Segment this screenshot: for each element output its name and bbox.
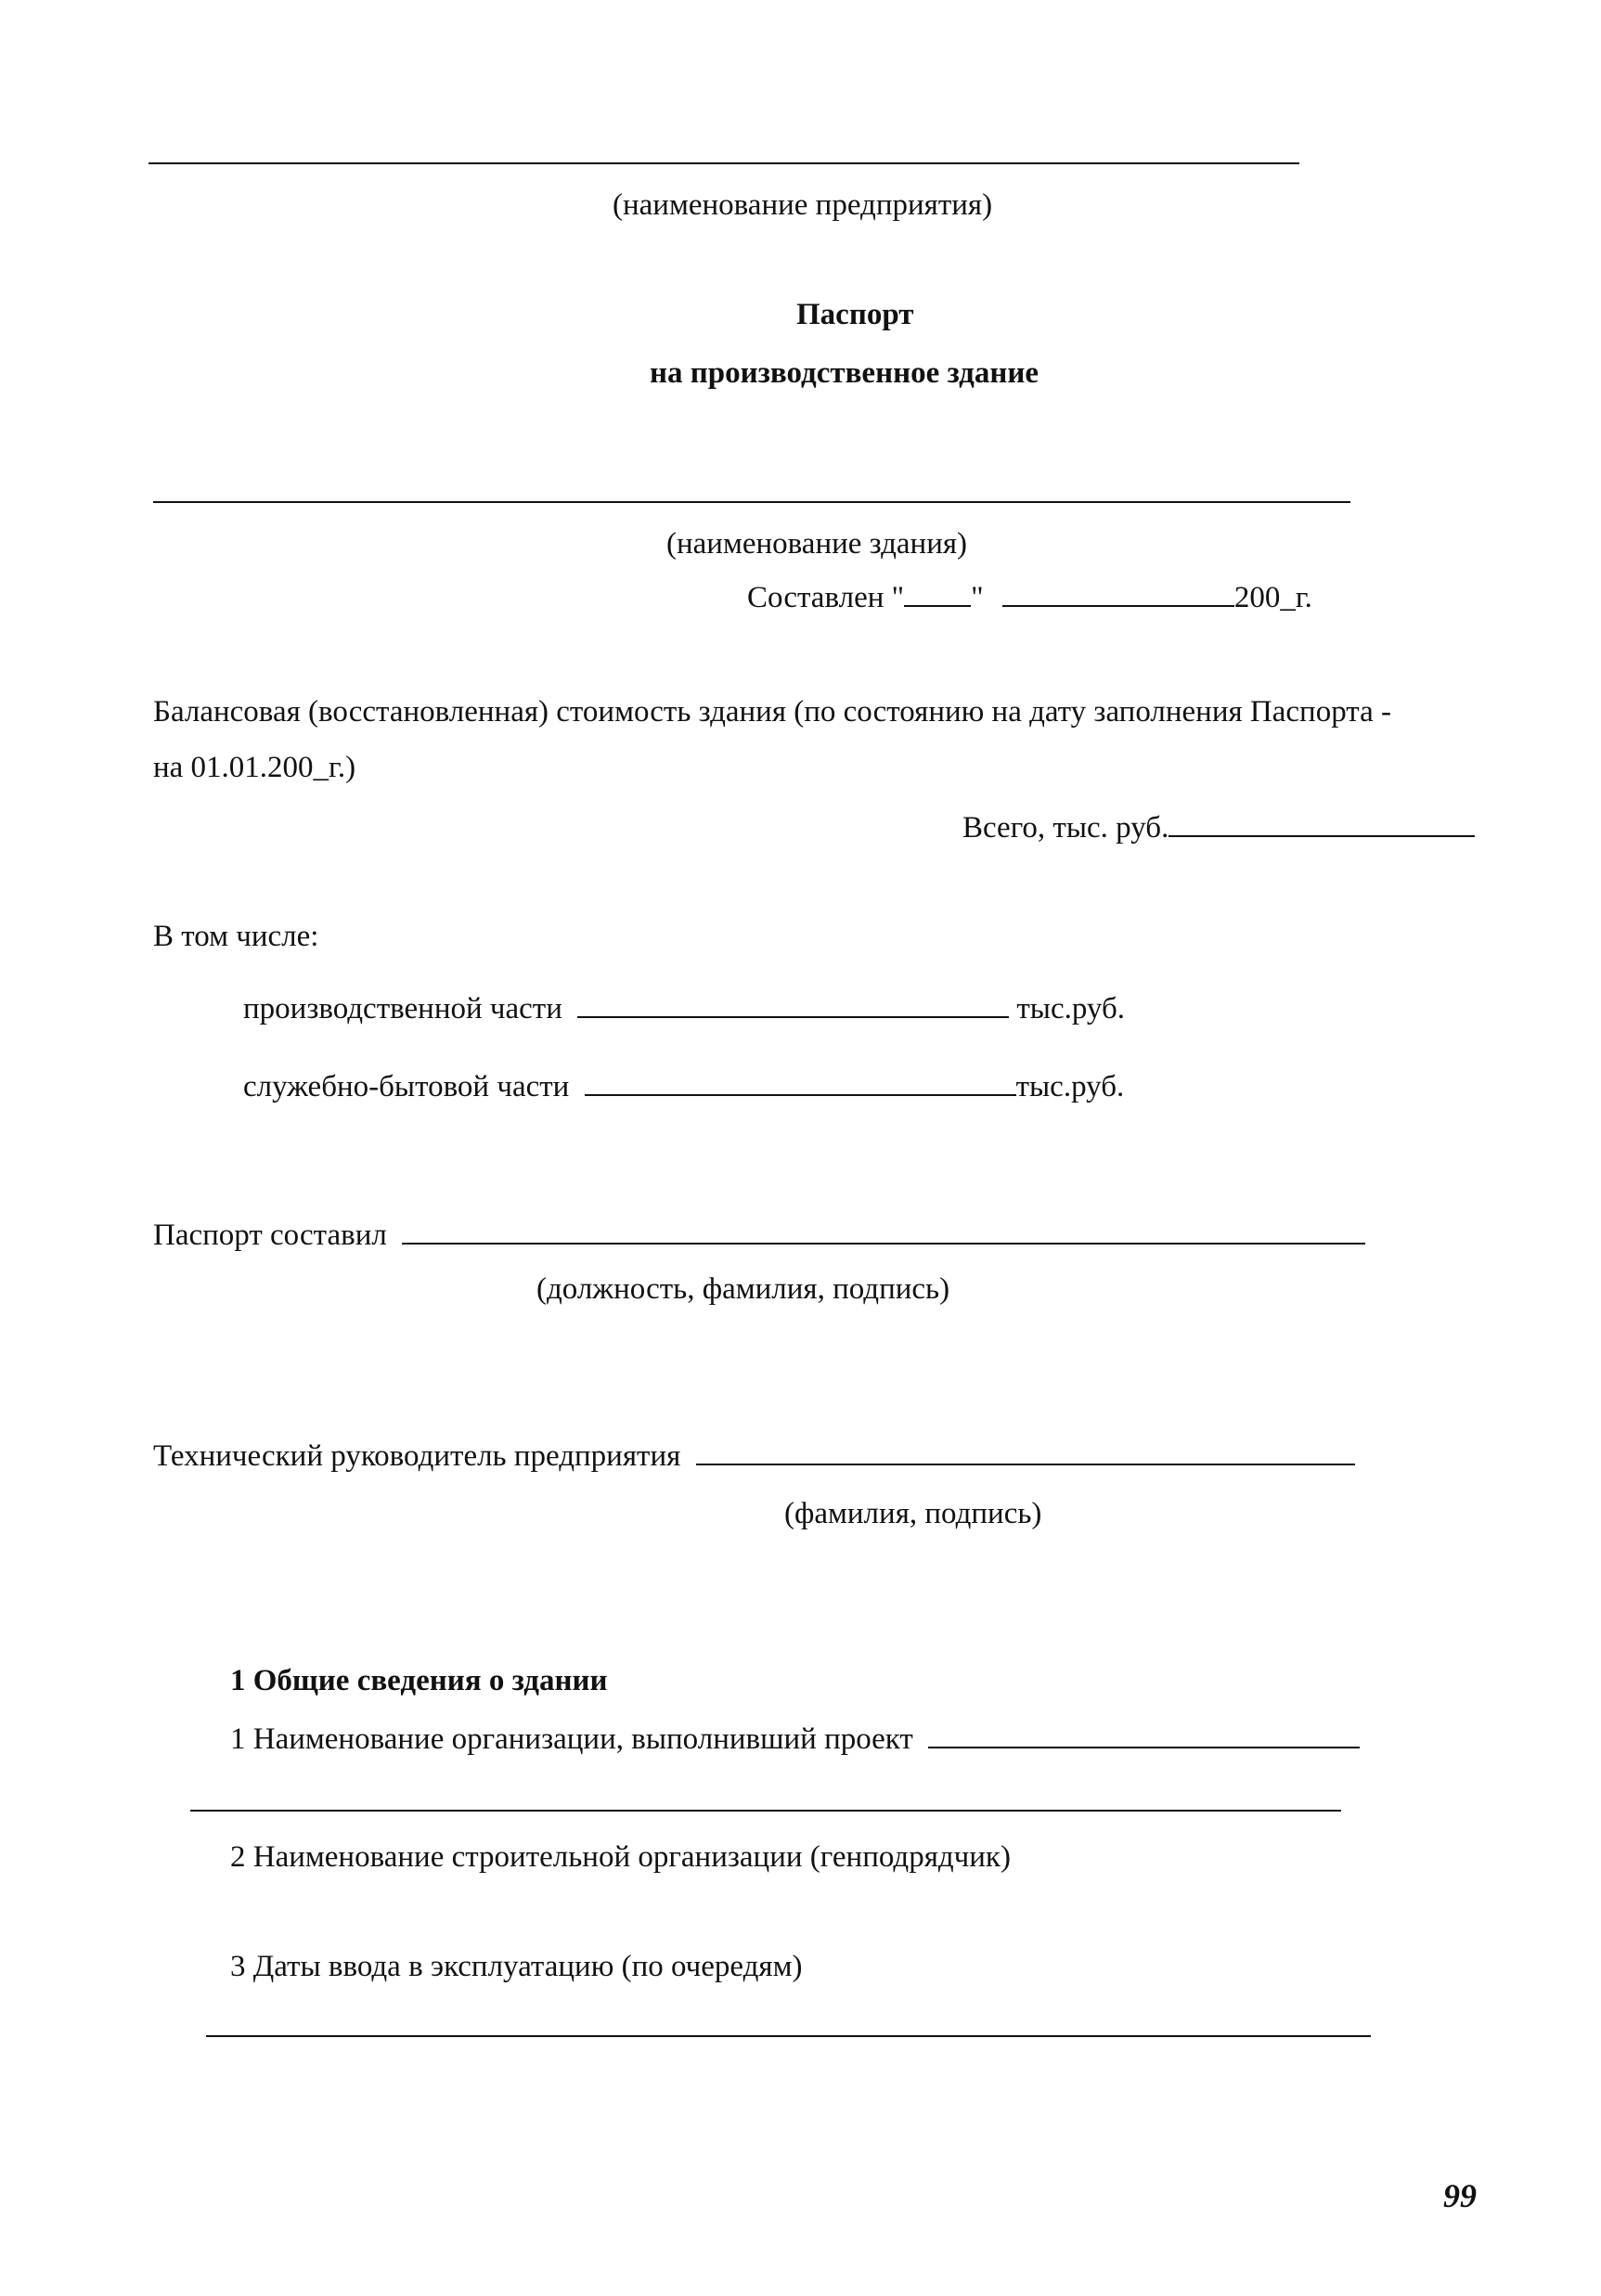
tech-head-label: Технический руководитель предприятия xyxy=(153,1439,681,1473)
compiled-by-label: Паспорт составил xyxy=(153,1219,387,1252)
tech-head-row xyxy=(153,1438,1355,1476)
balance-total-label: Всего, тыс. руб. xyxy=(962,811,1169,845)
compiled-quote-close: " xyxy=(971,581,984,614)
balance-total-row xyxy=(962,810,1475,847)
section1-item3: 3 Даты ввода в эксплуатацию (по очередям) xyxy=(230,1950,803,1983)
section1-item1-row xyxy=(230,1722,1360,1759)
document-title: Паспорт xyxy=(796,298,914,331)
page-number: 99 xyxy=(1443,2177,1477,2214)
compiled-year: 200_г. xyxy=(1233,581,1312,614)
enterprise-name-caption: (наименование предприятия) xyxy=(613,188,993,222)
service-part-row xyxy=(243,1069,1124,1106)
compiled-by-field[interactable] xyxy=(402,1219,1365,1245)
compiled-quote-open: " xyxy=(891,581,905,614)
section1-item1-label: 1 Наименование организации, выполнивший проект xyxy=(230,1722,913,1756)
production-part-label: производственной части xyxy=(243,992,562,1025)
enterprise-name-line[interactable] xyxy=(148,162,1299,164)
section1-item1-continuation-line[interactable] xyxy=(190,1810,1341,1812)
balance-text-line1: Балансовая (восстановленная) стоимость здания (по состоянию на дату заполнения Паспорта - xyxy=(153,695,1391,729)
production-part-field[interactable] xyxy=(577,992,1009,1018)
service-part-field[interactable] xyxy=(585,1070,1016,1096)
document-subtitle: на производственное здание xyxy=(650,356,1039,390)
compiled-label: Составлен xyxy=(747,581,884,614)
building-name-line[interactable] xyxy=(153,501,1350,503)
compiled-date-row xyxy=(747,580,1312,617)
section1-heading: 1 Общие сведения о здании xyxy=(230,1664,608,1697)
production-part-unit: тыс.руб. xyxy=(1016,992,1126,1025)
service-part-label: служебно-бытовой части xyxy=(243,1070,570,1103)
section1-item1-field[interactable] xyxy=(928,1722,1360,1748)
balance-text-line2: на 01.01.200_г.) xyxy=(153,751,356,784)
production-part-row xyxy=(243,991,1125,1028)
section1-item2: 2 Наименование строительной организации (генподрядчик) xyxy=(230,1840,1011,1874)
tech-head-field[interactable] xyxy=(696,1439,1355,1465)
balance-total-field[interactable] xyxy=(1168,811,1475,837)
tech-head-caption: (фамилия, подпись) xyxy=(784,1497,1042,1530)
section1-item3-line[interactable] xyxy=(206,2035,1371,2037)
compiled-by-row xyxy=(153,1218,1365,1255)
building-name-caption: (наименование здания) xyxy=(666,527,968,561)
compiled-month-field[interactable] xyxy=(1002,581,1234,607)
service-part-unit: тыс.руб. xyxy=(1015,1070,1125,1103)
compiled-day-field[interactable] xyxy=(904,581,971,607)
compiled-by-caption: (должность, фамилия, подпись) xyxy=(536,1272,950,1306)
including-heading: В том числе: xyxy=(153,920,319,953)
